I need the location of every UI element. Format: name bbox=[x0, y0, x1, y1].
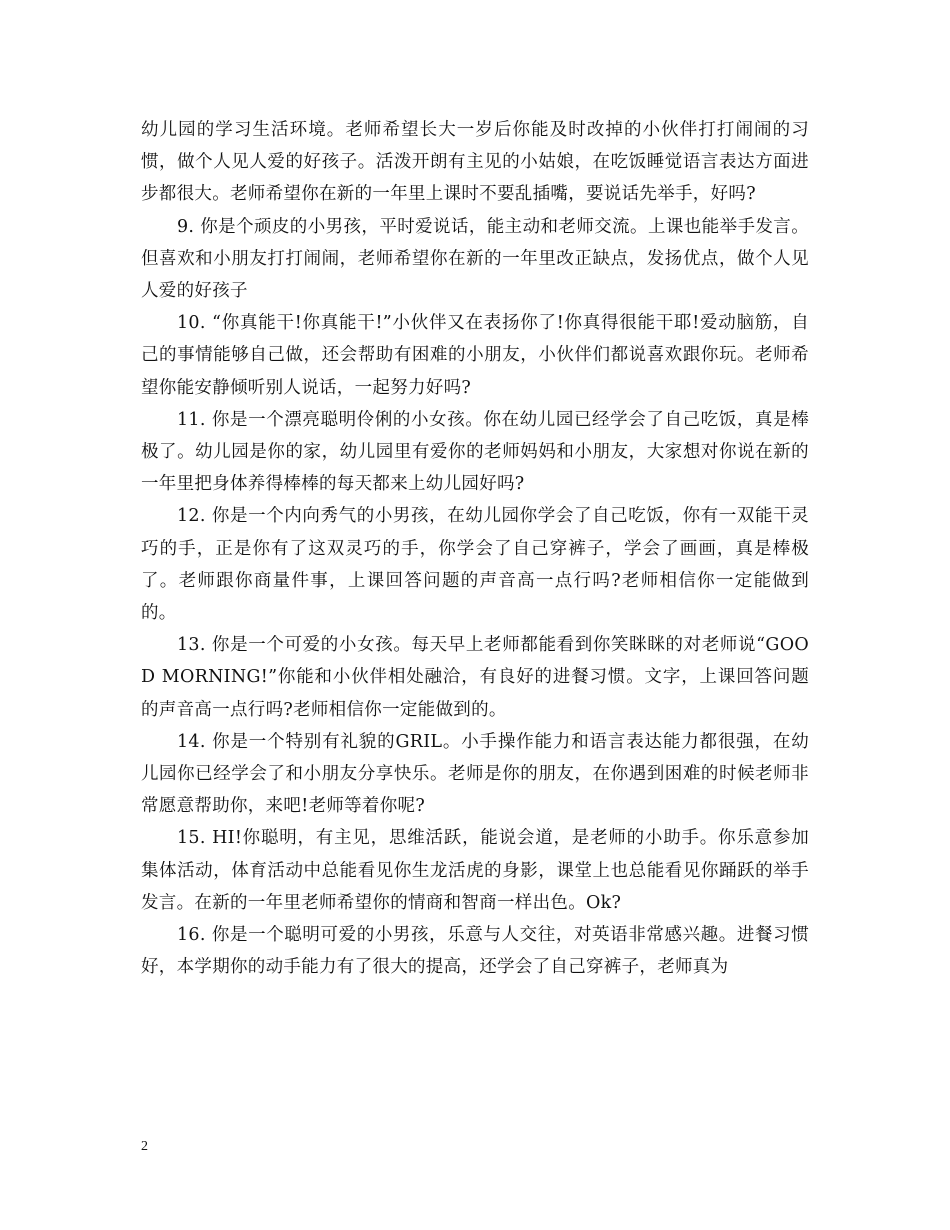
paragraph-item-14: 14. 你是一个特别有礼貌的GRIL。小手操作能力和语言表达能力都很强，在幼儿园你已经学会了和小朋友分享快乐。老师是你的朋友，在你遇到困难的时候老师非常愿意帮助你，来吧!老师等着你呢? bbox=[141, 731, 809, 817]
paragraph-item-16: 16. 你是一个聪明可爱的小男孩，乐意与人交往，对英语非常感兴趣。进餐习惯好，本学期你的动手能力有了很大的提高，还学会了自己穿裤子，老师真为 bbox=[141, 925, 809, 978]
paragraph-continuation: 幼儿园的学习生活环境。老师希望长大一岁后你能及时改掉的小伙伴打打闹闹的习惯，做个人见人爱的好孩子。活泼开朗有主见的小姑娘，在吃饭睡觉语言表达方面进步都很大。老师希望你在新的一年里上课时不要乱插嘴，要说话先举手，好吗? bbox=[141, 120, 809, 205]
paragraph-item-13: 13. 你是一个可爱的小女孩。每天早上老师都能看到你笑眯眯的对老师说“GOOD MORNING!”你能和小伙伴相处融洽，有良好的进餐习惯。文字，上课回答问题的声音高一点行吗?老师相信你一定能做到的。 bbox=[141, 635, 809, 720]
page-number: 2 bbox=[141, 1139, 148, 1154]
paragraph-item-11: 11. 你是一个漂亮聪明伶俐的小女孩。你在幼儿园已经学会了自己吃饭，真是棒极了。幼儿园是你的家，幼儿园里有爱你的老师妈妈和小朋友，大家想对你说在新的一年里把身体养得棒棒的每天都来上幼儿园好吗? bbox=[141, 409, 809, 495]
paragraph-item-15: 15. HI!你聪明，有主见，思维活跃，能说会道，是老师的小助手。你乐意参加集体活动，体育活动中总能看见你生龙活虎的身影，课堂上也总能看见你踊跃的举手发言。在新的一年里老师希望你的情商和智商一样出色。Ok? bbox=[141, 828, 809, 913]
paragraph-item-9: 9. 你是个顽皮的小男孩，平时爱说话，能主动和老师交流。上课也能举手发言。但喜欢和小朋友打打闹闹，老师希望你在新的一年里改正缺点，发扬优点，做个人见人爱的好孩子 bbox=[141, 216, 809, 302]
document-body bbox=[141, 114, 809, 983]
paragraph-item-12: 12. 你是一个内向秀气的小男孩，在幼儿园你学会了自己吃饭，你有一双能干灵巧的手，正是你有了这双灵巧的手，你学会了自己穿裤子，学会了画画，真是棒极了。老师跟你商量件事，上课回答问题的声音高一点行吗?老师相信你一定能做到的。 bbox=[141, 506, 809, 624]
paragraph-item-10: 10. “你真能干!你真能干!”小伙伴又在表扬你了!你真得很能干耶!爱动脑筋，自己的事情能够自己做，还会帮助有困难的小朋友，小伙伴们都说喜欢跟你玩。老师希望你能安静倾听别人说话，一起努力好吗? bbox=[141, 313, 809, 398]
